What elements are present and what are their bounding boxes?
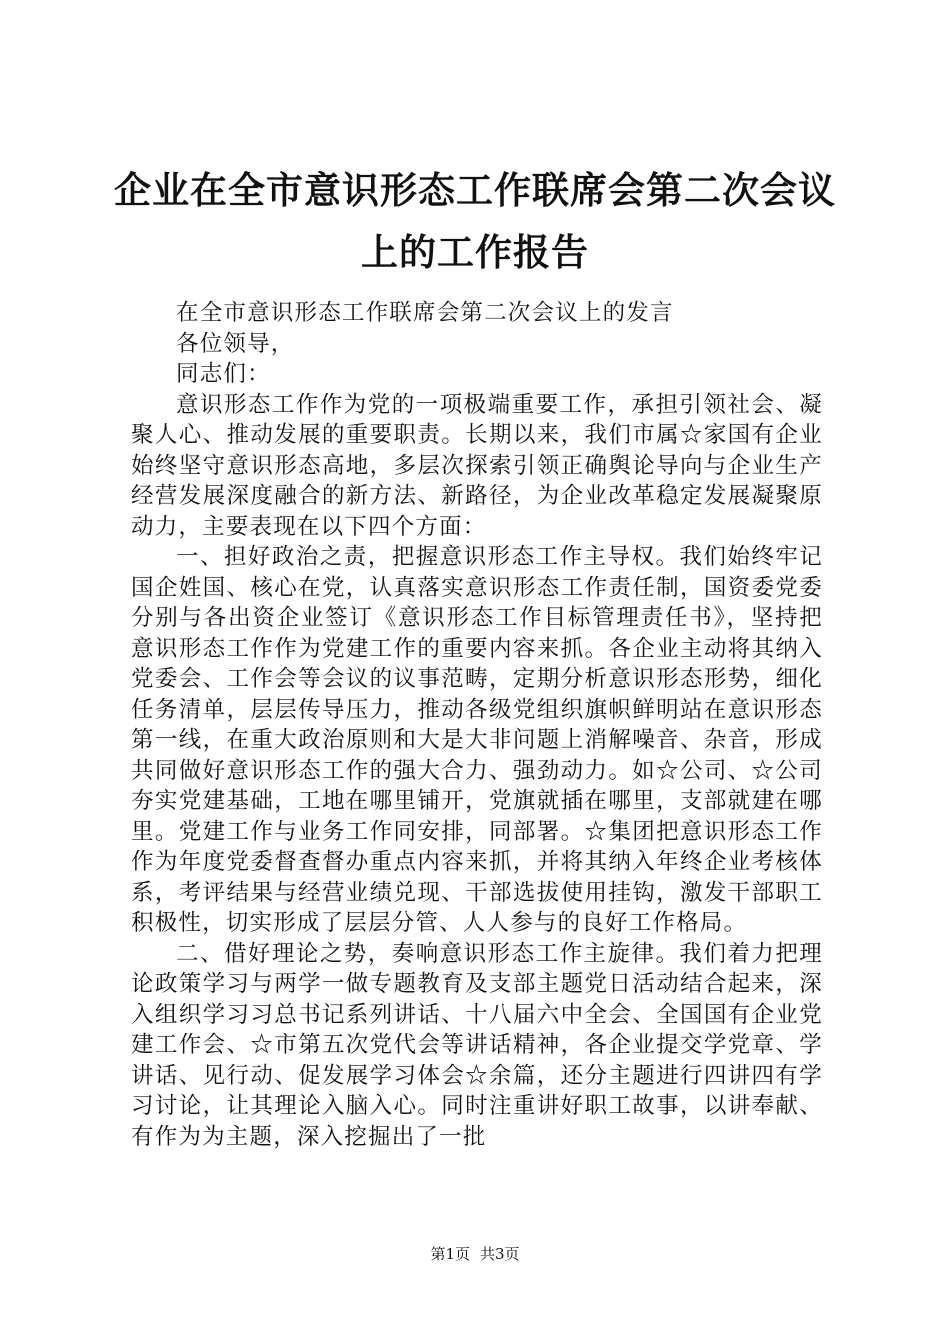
intro-paragraph: 意识形态工作作为党的一项极端重要工作，承担引领社会、凝聚人心、推动发展的重要职责。长期以来，我们市属☆家国有企业始终坚守意识形态高地，多层次探索引领正确舆论导向与企业生产经营发展深度融合的新方法、新路径，为企业改革稳定发展凝聚原动力，主要表现在以下四个方面： [131,391,823,540]
section-two-paragraph: 二、借好理论之势，奏响意识形态工作主旋律。我们着力把理论政策学习与两学一做专题教育及支部主题党日活动结合起来，深入组织学习习总书记系列讲话、十八届六中全会、全国国有企业党建工作会、☆市第五次党代会等讲话精神，各企业提交学党章、学讲话、见行动、促发展学习体会☆余篇，还分主题进行四讲四有学习讨论，让其理论入脑入心。同时注重讲好职工故事，以讲奉献、有作为为主题，深入挖掘出了一批 [131,940,823,1150]
page-total: 共3页 [480,1245,520,1263]
section-one-paragraph: 一、担好政治之责，把握意识形态工作主导权。我们始终牢记国企姓国、核心在党，认真落实意识形态工作责任制，国资委党委分别与各出资企业签订《意识形态工作目标管理责任书》，坚持把意识形态工作作为党建工作的重要内容来抓。各企业主动将其纳入党委会、工作会等会议的议事范畴，定期分析意识形态形势，细化任务清单，层层传导压力，推动各级党组织旗帜鲜明站在意识形态第一线，在重大政治原则和大是大非问题上消解噪音、杂音，形成共同做好意识形态工作的强大合力、强劲动力。如☆公司、☆公司夯实党建基础，工地在哪里铺开，党旗就插在哪里，支部就建在哪里。党建工作与业务工作同安排，同部署。☆集团把意识形态工作作为年度党委督查督办重点内容来抓，并将其纳入年终企业考核体系，考评结果与经营业绩兑现、干部选拔使用挂钩，激发干部职工积极性，切实形成了层层分管、人人参与的良好工作格局。 [131,544,823,936]
document-title: 企业在全市意识形态工作联席会第二次会议上的工作报告 [114,169,836,274]
page-number: 第1页 [430,1245,470,1263]
page-footer [0,1244,950,1264]
speech-title-paragraph: 在全市意识形态工作联席会第二次会议上的发言 [176,300,674,326]
document-body [131,298,823,1152]
salutation-leaders: 各位领导， [176,330,295,357]
salutation-comrades: 同志们： [176,361,271,387]
